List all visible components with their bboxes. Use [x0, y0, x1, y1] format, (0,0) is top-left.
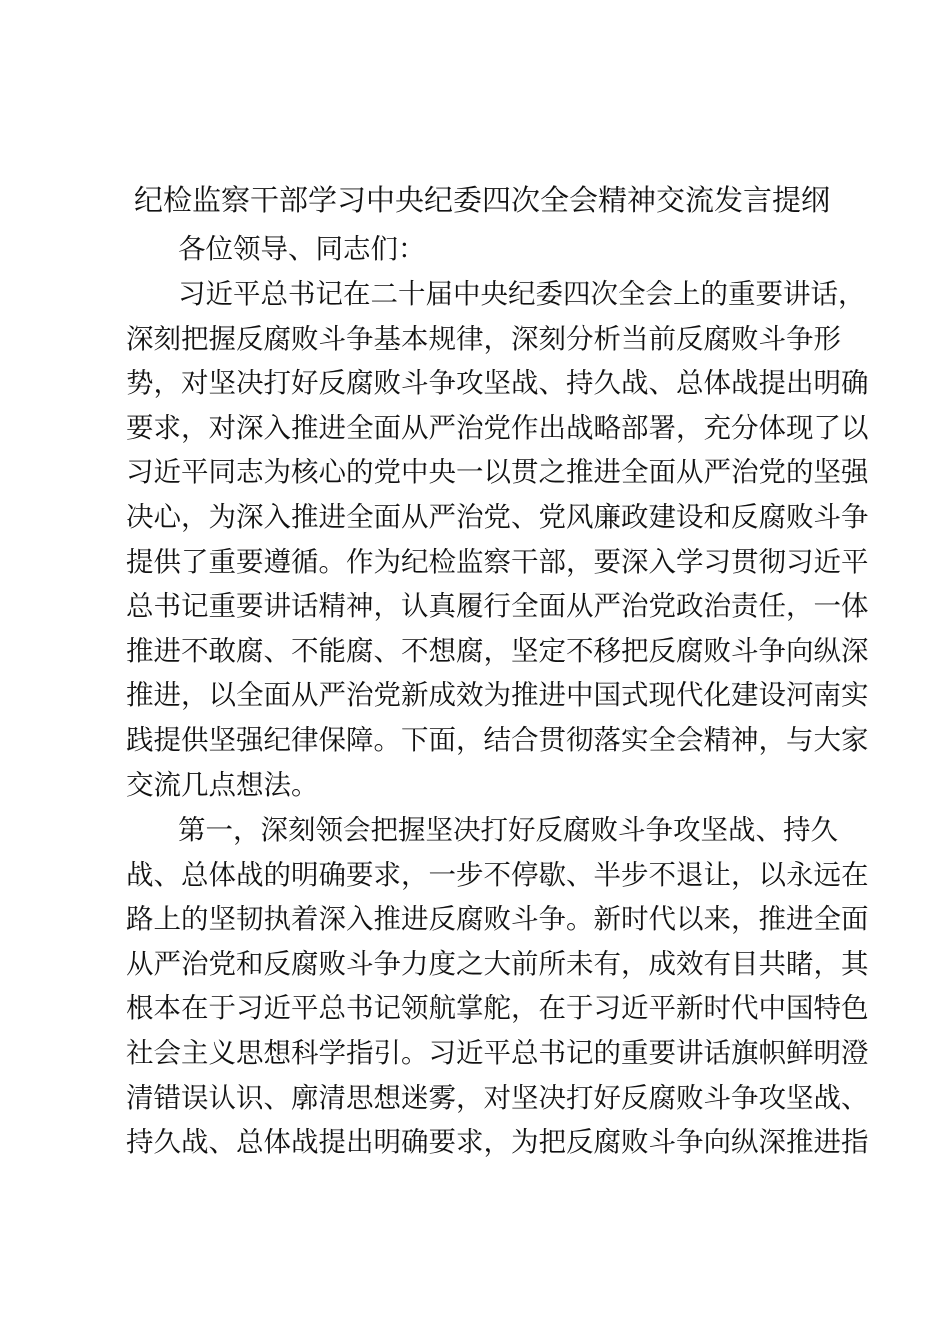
paragraph-line: 路上的坚韧执着深入推进反腐败斗争。新时代以来，推进全面 [126, 903, 869, 936]
paragraph-first-point [126, 808, 869, 1165]
paragraph-intro [126, 272, 869, 807]
paragraph-line: 持久战、总体战提出明确要求，为把反腐败斗争向纵深推进指 [126, 1126, 869, 1159]
paragraph-line: 势，对坚决打好反腐败斗争攻坚战、持久战、总体战提出明确 [126, 367, 869, 400]
paragraph-line: 根本在于习近平总书记领航掌舵，在于习近平新时代中国特色 [126, 992, 869, 1025]
paragraph-line: 践提供坚强纪律保障。下面，结合贯彻落实全会精神，与大家 [126, 723, 869, 756]
paragraph-line: 推进不敢腐、不能腐、不想腐，坚定不移把反腐败斗争向纵深 [126, 634, 869, 667]
paragraph-line: 推进，以全面从严治党新成效为推进中国式现代化建设河南实 [126, 679, 869, 712]
paragraph-line: 从严治党和反腐败斗争力度之大前所未有，成效有目共睹，其 [126, 947, 869, 980]
paragraph-line: 提供了重要遵循。作为纪检监察干部，要深入学习贯彻习近平 [126, 545, 869, 578]
salutation: 各位领导、同志们： [178, 233, 426, 265]
paragraph-line: 交流几点想法。 [126, 768, 319, 801]
paragraph-line: 习近平总书记在二十届中央纪委四次全会上的重要讲话， [178, 278, 866, 310]
paragraph-line: 社会主义思想科学指引。习近平总书记的重要讲话旗帜鲜明澄 [126, 1036, 869, 1069]
document-title: 纪检监察干部学习中央纪委四次全会精神交流发言提纲 [134, 183, 831, 217]
paragraph-line: 决心，为深入推进全面从严治党、党风廉政建设和反腐败斗争 [126, 500, 869, 533]
paragraph-line: 清错误认识、廓清思想迷雾，对坚决打好反腐败斗争攻坚战、 [126, 1081, 869, 1114]
paragraph-line: 要求，对深入推进全面从严治党作出战略部署，充分体现了以 [126, 411, 869, 444]
paragraph-line: 习近平同志为核心的党中央一以贯之推进全面从严治党的坚强 [126, 456, 869, 489]
paragraph-line: 深刻把握反腐败斗争基本规律，深刻分析当前反腐败斗争形 [126, 322, 841, 355]
paragraph-line: 战、总体战的明确要求，一步不停歇、半步不退让，以永远在 [126, 858, 869, 891]
paragraph-line: 总书记重要讲话精神，认真履行全面从严治党政治责任，一体 [126, 590, 869, 623]
paragraph-line: 第一，深刻领会把握坚决打好反腐败斗争攻坚战、持久 [178, 814, 838, 846]
